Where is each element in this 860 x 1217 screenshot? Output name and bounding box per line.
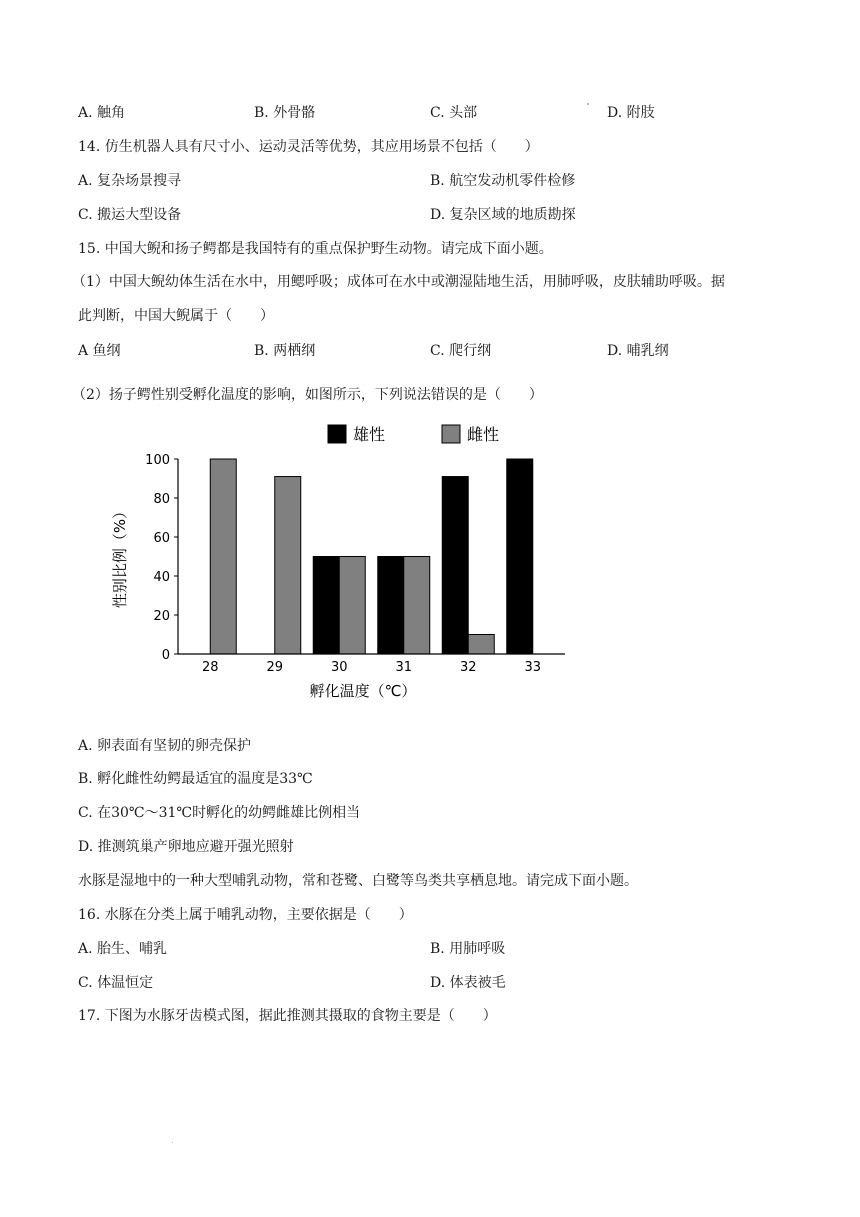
bar-female-28 (210, 459, 236, 654)
legend-label-female: 雌性 (467, 425, 500, 444)
chart-y-axis-label: 性别比例（%） (111, 503, 129, 609)
q16-option-d: D. 体表被毛 (430, 975, 506, 991)
scan-speck (587, 103, 589, 105)
q15-sub2-option-b: B. 孵化雌性幼鳄最适宜的温度是33℃ (78, 771, 313, 787)
q16-option-c: C. 体温恒定 (78, 975, 154, 991)
q15-sub1-option-b: B. 两栖纲 (254, 343, 316, 359)
q13-option-c: C. 头部 (430, 105, 478, 121)
q15-sub2-option-a: A. 卵表面有坚韧的卵壳保护 (78, 738, 252, 754)
x-tick-label: 31 (395, 660, 413, 675)
x-tick-label: 28 (201, 660, 219, 675)
bar-female-32 (468, 635, 494, 655)
q13-option-d: D. 附肢 (607, 105, 655, 121)
x-tick-label: 29 (266, 660, 284, 675)
x-tick-label: 30 (330, 660, 348, 675)
legend-swatch-female (442, 425, 460, 443)
q15-sub1-option-a: A 鱼纲 (78, 343, 121, 359)
q15-sub1-option-d: D. 哺乳纲 (607, 343, 669, 359)
y-tick-label: 20 (153, 609, 170, 624)
scan-speck (172, 1142, 173, 1143)
hatching-temperature-chart (100, 413, 600, 708)
y-tick-label: 80 (153, 492, 170, 507)
q14-option-c: C. 搬运大型设备 (78, 207, 182, 223)
q13-option-b: B. 外骨骼 (254, 105, 316, 121)
legend-label-male: 雄性 (353, 425, 386, 444)
y-tick-label: 60 (153, 531, 170, 546)
q15-stem: 15. 中国大鲵和扬子鳄都是我国特有的重点保护野生动物。请完成下面小题。 (78, 241, 553, 257)
bar-female-31 (404, 557, 430, 655)
q14-stem: 14. 仿生机器人具有尺寸小、运动灵活等优势，其应用场景不包括（ ） (78, 139, 539, 155)
x-tick-label: 33 (524, 660, 542, 675)
q13-option-a: A. 触角 (78, 105, 126, 121)
q14-option-b: B. 航空发动机零件检修 (430, 173, 576, 189)
bar-male-31 (378, 557, 404, 655)
q15-sub1-line2: 此判断，中国大鲵属于（ ） (78, 308, 274, 324)
chart-legend (328, 425, 499, 444)
y-tick-label: 0 (161, 648, 170, 663)
bar-male-32 (442, 477, 468, 654)
y-tick-label: 100 (145, 453, 170, 468)
bar-female-29 (275, 477, 301, 654)
q14-option-a: A. 复杂场景搜寻 (78, 173, 182, 189)
q15-sub1-option-c: C. 爬行纲 (430, 343, 492, 359)
chart-x-axis-label: 孵化温度（℃） (309, 682, 417, 700)
q15-sub1-line1: （1）中国大鲵幼体生活在水中，用鳃呼吸；成体可在水中或潮湿陆地生活，用肺呼吸，皮肤辅助呼吸。据 (72, 274, 725, 290)
legend-swatch-male (328, 425, 346, 443)
q15-sub2-option-d: D. 推测筑巢产卵地应避开强光照射 (78, 839, 294, 855)
q16-stem: 16. 水豚在分类上属于哺乳动物，主要依据是（ ） (78, 907, 413, 923)
q15-sub2-stem: （2）扬子鳄性别受孵化温度的影响，如图所示，下列说法错误的是（ ） (72, 387, 543, 403)
bar-male-30 (313, 557, 339, 655)
bar-female-30 (339, 557, 365, 655)
q16-option-b: B. 用肺呼吸 (430, 941, 506, 957)
q16-option-a: A. 胎生、哺乳 (78, 941, 168, 957)
y-tick-label: 40 (153, 570, 170, 585)
q14-option-d: D. 复杂区域的地质勘探 (430, 207, 576, 223)
x-tick-label: 32 (459, 660, 477, 675)
bar-male-33 (507, 459, 533, 654)
q17-stem: 17. 下图为水豚牙齿模式图，据此推测其摄取的食物主要是（ ） (78, 1008, 497, 1024)
capybara-passage: 水豚是湿地中的一种大型哺乳动物，常和苍鹭、白鹭等鸟类共享栖息地。请完成下面小题。 (78, 873, 638, 889)
q15-sub2-option-c: C. 在30℃～31℃时孵化的幼鳄雌雄比例相当 (78, 805, 361, 821)
